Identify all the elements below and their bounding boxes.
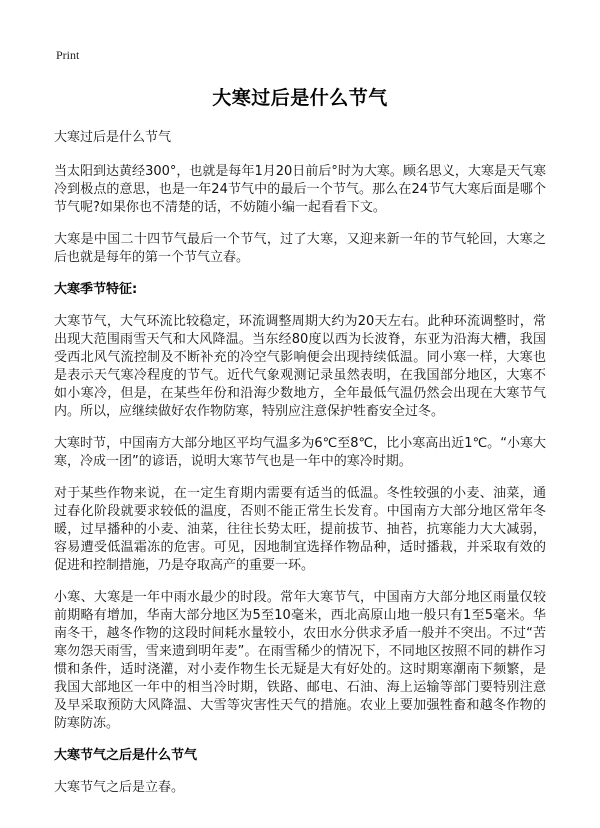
print-link[interactable]: Print [56,48,80,62]
paragraph-circulation: 大寒节气，大气环流比较稳定，环流调整周期大约为20天左右。此种环流调整时，常出现大范围雨雪天气和大风降温。当东经80度以西为长波脊，东亚为沿海大槽，我国受西北风气流控制及不断补充的冷空气影响便会出现持续低温。同小寒一样，大寒也是表示天气寒冷程度的节气。近代气象观测记录虽然表明，在我国部分地区，大寒不如小寒冷，但是，在某些年份和沿海少数地方，全年最低气温仍然会出现在大寒节气内。所以，应继续做好农作物防寒，特别应注意保护牲畜安全过冬。 [54,314,546,419]
paragraph-crops: 对于某些作物来说，在一定生育期内需要有适当的低温。冬性较强的小麦、油菜，通过春化阶段就要求较低的温度，否则不能正常生长发育。中国南方大部分地区常年冬暖，过早播种的小麦、油菜，往往长势太旺，提前拔节、抽苔，抗寒能力大大减弱，容易遭受低温霜冻的危害。可见，因地制宜选择作物品种，适时播栽，并采取有效的促进和控制措施，乃是夺取高产的重要一环。 [54,486,546,573]
heading-after-dahan: 大寒节气之后是什么节气 [54,748,198,763]
paragraph-lichun: 大寒是中国二十四节气最后一个节气，过了大寒，又迎来新一年的节气轮回，大寒之后也就是每年的第一个节气立春。 [54,232,546,265]
paragraph-rainfall: 小寒、大寒是一年中雨水最少的时段。常年大寒节气，中国南方大部分地区雨量仅较前期略有增加，华南大部分地区为5至10毫米，西北高原山地一般只有1至5毫米。华南冬干，越冬作物的这段时间耗水量较小，农田水分供求矛盾一般并不突出。不过“苦寒勿怨天雨雪，雪来遗到明年麦”。在雨雪稀少的情况下，不同地区按照不同的耕作习惯和条件，适时浇灌，对小麦作物生长无疑是大有好处的。这时期寒潮南下频繁，是我国大部地区一年中的相当冷时期，铁路、邮电、石油、海上运输等部门要特别注意及早采取预防大风降温、大雪等灾害性天气的措施。农业上要加强牲畜和越冬作物的防寒防冻。 [54,590,546,731]
paragraph-intro: 当太阳到达黄经300°，也就是每年1月20日前后°时为大寒。顾名思义，大寒是天气寒冷到极点的意思，也是一年24节气中的最后一个节气。那么在24节气大寒后面是哪个节气呢?如果你也不清楚的话，不妨随小编一起看看下文。 [54,164,546,215]
heading-season-features: 大寒季节特征: [54,282,138,297]
intro-subtitle: 大寒过后是什么节气 [54,130,172,145]
paragraph-temperature: 大寒时节，中国南方大部分地区平均气温多为6℃至8℃，比小寒高出近1℃。“小寒大寒，冷成一团”的谚语，说明大寒节气也是一年中的寒冷时期。 [54,436,546,469]
paragraph-answer: 大寒节气之后是立春。 [54,780,185,795]
page-title: 大寒过后是什么节气 [212,87,388,109]
